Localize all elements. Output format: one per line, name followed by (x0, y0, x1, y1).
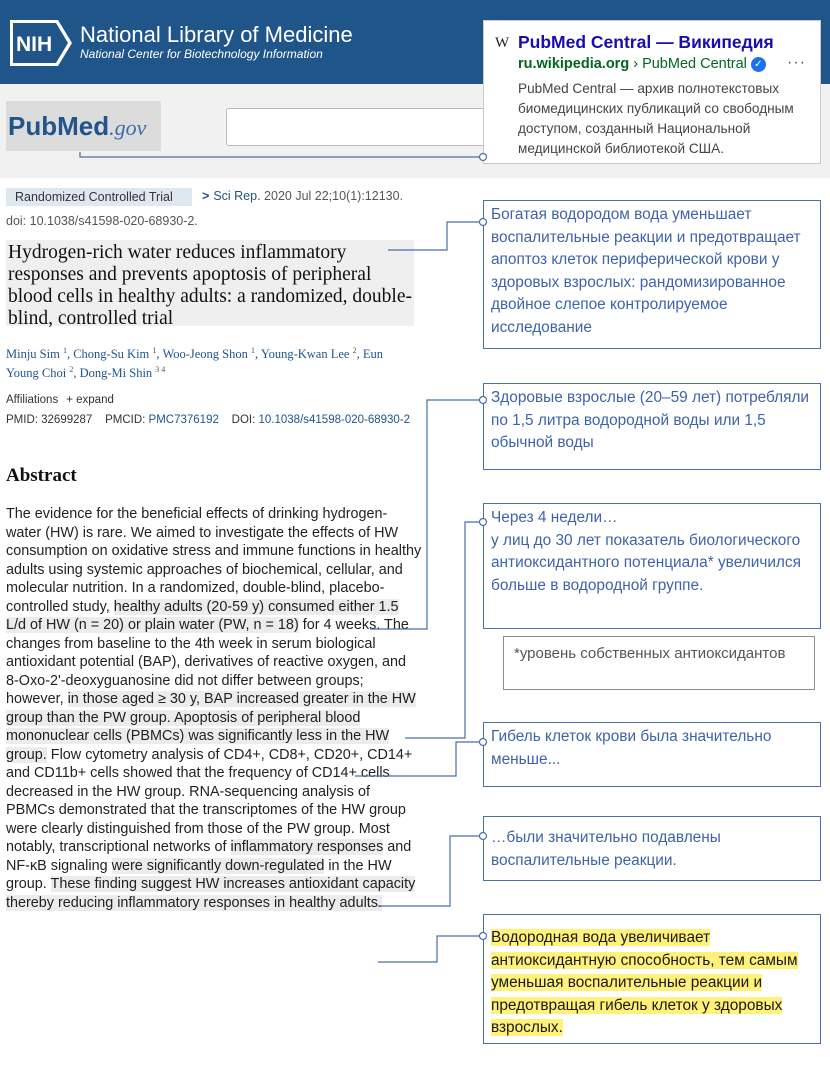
abstract-highlight-participants: healthy adults (20-59 y) consumed either 1.5 L/d of HW (n = 20) or plain water (PW, n = 18) (6, 598, 399, 633)
connector-dot (480, 933, 487, 940)
journal-name-link[interactable]: Sci Rep. (213, 189, 261, 203)
author-affiliation-ref[interactable]: 2 (69, 365, 74, 375)
author-link[interactable]: Woo-Jeong Shon (162, 347, 248, 362)
abstract-segment: for 4 weeks. The changes from baseline to the 4th week in serum biological antioxidant potential (BAP), derivatives of reactive oxygen, and 8-Oxo-2'-deoxyguanosine did not differ between groups; however, (6, 617, 409, 707)
article-type-badge: Randomized Controlled Trial (6, 188, 192, 206)
article-title: Hydrogen-rich water reduces inflammatory responses and prevents apoptosis of peripheral blood cells in healthy adults: a randomized, double-blind, controlled trial (8, 242, 412, 329)
abstract-segment: The evidence for the beneficial effects of drinking hydrogen-water (HW) is rare. We aimed to investigate the effects of HW consumption on oxidative stress and immune functions in healthy adults using systemic approaches of biochemical, cellular, and molecular nutrition. In a randomized, double-blind, placebo-controlled study, (6, 506, 422, 615)
nih-abbr: NIH (16, 33, 53, 56)
nih-subtitle: National Center for Biotechnology Information (80, 47, 323, 61)
author-link[interactable]: Dong-Mi Shin (79, 366, 153, 381)
connector-dot (480, 739, 487, 746)
abstract-highlight-conclusion: These finding suggest HW increases antioxidant capacity thereby reducing inflammatory responses in healthy adults. (6, 876, 416, 911)
abstract-segment: and NF-κB signaling (6, 839, 412, 874)
pmcid-link[interactable]: PMC7376192 (148, 414, 219, 426)
connector-bap (405, 522, 483, 738)
connector-wiki (80, 152, 483, 157)
chevron-right-icon[interactable]: > (202, 189, 210, 203)
expand-affiliations-button[interactable]: + expand (66, 394, 114, 406)
pubmed-logo-suffix: .gov (109, 115, 147, 140)
wikipedia-url-path: › PubMed Central (633, 56, 747, 72)
author-affiliation-ref[interactable]: 1 (152, 346, 157, 355)
nih-title: National Library of Medicine (80, 22, 353, 47)
author-affiliation-ref[interactable]: 2 (352, 346, 357, 355)
wikipedia-description: PubMed Central — архив полнотекстовых биомедицинских публикаций со свободным доступом, созданный Национальной медицинской библиотекой США. (518, 81, 794, 156)
author-affiliation-ref[interactable]: 1 (62, 346, 67, 355)
connector-dot (480, 833, 487, 840)
abstract-highlight-bap-apoptosis: in those aged ≥ 30 y, BAP increased greater in the HW group than the PW group. Apoptosis of peripheral blood mononuclear cells (PBMCs) was significantly less in the HW group. (6, 691, 416, 763)
wikipedia-url-domain: ru.wikipedia.org (518, 56, 630, 72)
connector-inflammation (378, 836, 483, 906)
author-link[interactable]: Minju Sim (6, 347, 60, 362)
author-affiliation-ref[interactable]: 3 4 (155, 365, 166, 375)
doi-line: doi: 10.1038/s41598-020-68930-2. (6, 214, 198, 228)
verified-check-icon: ✓ (751, 57, 766, 72)
abstract-heading: Abstract (6, 465, 77, 486)
author-link[interactable]: Eun Young Choi (6, 347, 383, 381)
connector-conclusion (378, 936, 483, 962)
wikipedia-title-link[interactable]: PubMed Central — Википедия (518, 32, 774, 52)
author-link[interactable]: Young-Kwan Lee (260, 347, 350, 362)
abstract-segment: Flow cytometry analysis of CD4+, CD8+, CD20+, CD14+ and CD11b+ cells showed that the frequency of CD14+ cells decreased in the HW group. RNA-sequencing analysis of PBMCs demonstrated that the transcriptomes of the HW group were clearly distinguished from those of the PW group. Most notably, transcriptional networks of (6, 746, 413, 855)
doi-label: DOI: (231, 414, 256, 426)
journal-details: 2020 Jul 22;10(1):12130. (264, 189, 404, 203)
connector-dot (480, 154, 487, 161)
annotation-conclusion-text: Водородная вода увеличивает антиоксидантную способность, тем самым уменьшая воспалительные реакции и предотвращая гибель клеток у здоровых взрослых. (491, 929, 798, 1037)
annotation-apoptosis: Гибель клеток крови была значительно меньше... (483, 722, 821, 787)
connector-dot (480, 219, 487, 226)
annotation-inflammation: …были значительно подавлены воспалительные реакции. (483, 816, 821, 881)
more-options-icon[interactable]: ··· (787, 54, 806, 71)
author-list: Minju Sim $^1$, Chong-Su Kim $^1$, Woo-Jeong Shon $^1$, Young-Kwan Lee $^2$, Eun Young Choi $^2$, Dong-Mi Shin $^{3 4}$ (6, 346, 383, 381)
doi-link[interactable]: 10.1038/s41598-020-68930-2 (258, 414, 411, 426)
connector-dot (480, 397, 487, 404)
annotation-bap-line2: у лиц до 30 лет показатель биологического антиоксидантного потенциала* увеличился больше в водородной группе. (491, 531, 801, 594)
author-affiliation-ref[interactable]: 1 (251, 346, 256, 355)
pubmed-logo-main: PubMed (8, 111, 110, 141)
annotation-title-translation: Богатая водородом вода уменьшает воспалительные реакции и предотвращает апоптоз клеток периферической крови у здоровых взрослых: рандомизированное двойное слепое контролируемое исследование (483, 200, 821, 349)
abstract-highlight-inflammation: inflammatory responses (230, 839, 384, 855)
abstract-highlight-downregulated: were significantly down-regulated (111, 857, 325, 874)
annotation-bap-line1: Через 4 недели… (491, 509, 618, 526)
connector-dot (480, 519, 487, 526)
wikipedia-icon: W (495, 35, 510, 51)
annotation-participants: Здоровые взрослые (20–59 лет) потребляли по 1,5 литра водородной воды или 1,5 обычной воды (483, 383, 821, 470)
annotation-footnote: *уровень собственных антиоксидантов (503, 636, 815, 690)
affiliations-label: Affiliations (6, 394, 59, 406)
author-link[interactable]: Chong-Su Kim (73, 347, 150, 362)
abstract-segment: in the HW group. (6, 857, 392, 892)
connector-apoptosis (355, 742, 483, 776)
pmid: PMID: 32699287 (6, 414, 93, 426)
connector-participants (370, 400, 483, 629)
connector-title (388, 222, 483, 250)
pmcid-label: PMCID: (105, 414, 146, 426)
